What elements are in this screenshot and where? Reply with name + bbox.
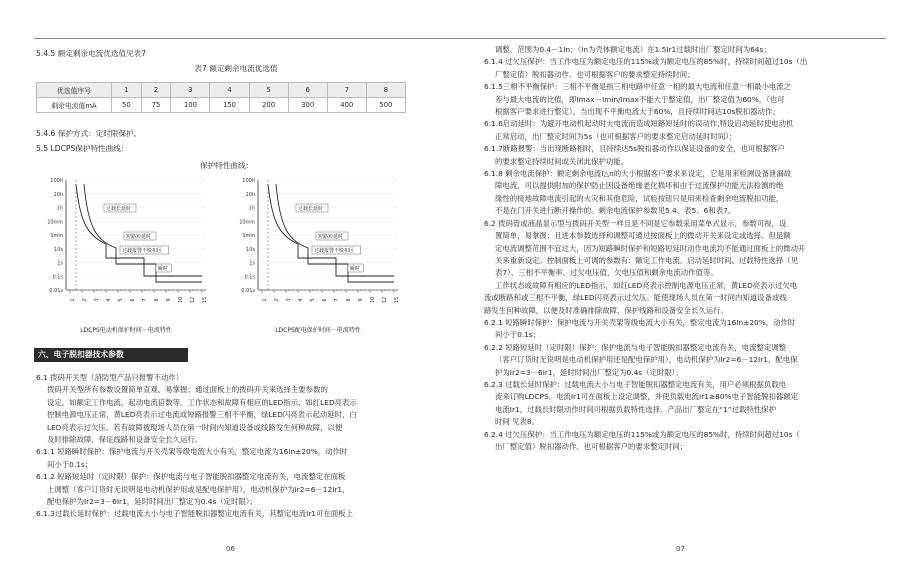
text-line: 流或断路和或三相不平衡，绿LED闪亮表示过欠压。能使现场人员在第一时间内知道设备或线 (484, 293, 787, 303)
para-612 (36, 471, 436, 508)
x-tick-label: 4 (298, 298, 304, 302)
y-tick-label: 10min (47, 219, 63, 226)
y-tick-label: 0.01s (241, 288, 255, 294)
text-line: 6.1.6启动延时：为避开电动机起动时大电流而造成短路短延时的误动作,特设启动延时使电动机 (484, 119, 794, 129)
text-line: 厂整定值）脱扣器动作。也可根据客户的要求整定持续时间； (495, 69, 695, 79)
y-tick-label: 0.01s (49, 288, 63, 294)
text-line: 上调整（客户订货时无说明是电动机保护用或是配电保护用），电动机保护为Ir2=6－12Ir1， (47, 484, 350, 494)
text-line: 配电保护为Ir2=3－6Ir1，延时时间出厂整定为0.4s（定时限）； (47, 497, 257, 507)
x-tick-label: 6 (130, 298, 136, 302)
text-line: 及时排除故障，保证线路和设备安全长久运行。 (47, 435, 203, 445)
y-tick-label: 10h (53, 191, 63, 198)
table-cell: 300 (288, 98, 327, 113)
x-tick-label: 2 (274, 298, 280, 302)
table-header-cell: 1 (112, 83, 142, 98)
table-header-cell: 优选值序号 (37, 83, 112, 98)
para-617 (484, 143, 880, 168)
table-header-cell: 3 (171, 83, 210, 98)
residual-current-table-wrap (36, 78, 406, 113)
table-header-cell: 2 (141, 83, 171, 98)
region-label: 瞬时 (158, 266, 169, 272)
y-tick-label: 10s (54, 246, 63, 253)
x-tick-label: 1 (70, 298, 76, 302)
right-body (484, 44, 880, 453)
page-number-left: 06 (226, 545, 235, 553)
para-624 (484, 429, 880, 454)
text-line: 间小于0.1s； (495, 330, 541, 340)
para-622 (484, 342, 880, 379)
x-tick-label: 7 (142, 298, 148, 302)
x-tick-label: 8 (154, 298, 160, 302)
table-cell: 剩余电流值mA (37, 98, 112, 113)
x-tick-label: 7 (334, 298, 340, 302)
para-623 (484, 379, 880, 429)
para-618 (484, 168, 880, 218)
x-tick-label: 15 (202, 296, 208, 304)
page-number-right: 07 (676, 545, 685, 553)
y-tick-label: 0.1s (52, 274, 63, 281)
table-cell: 200 (249, 98, 288, 113)
para-61-body (36, 384, 436, 446)
x-tick-label: 6 (322, 298, 328, 302)
x-tick-label: 1 (262, 298, 268, 302)
y-tick-label: 1min (242, 233, 255, 239)
text-line: 出厂整定值）脱扣器动作。也可根据客户的要求整定时间； (495, 442, 688, 451)
y-tick-label: 1h (248, 205, 255, 212)
table-cell: 50 (112, 98, 142, 113)
text-line: 6.2.2 短路短延时（定时限）保护：保护电流与电子智能脱扣器整定电流有关，电流整定调整 (484, 342, 787, 352)
y-tick-label: 1s (249, 260, 255, 267)
y-tick-label: 10min (239, 219, 255, 226)
para-62-status (484, 280, 880, 317)
text-line: 6.1.7断路报警：当出现断路相时，且持续达5s脱扣器动作以保证设备的安全，也可根据客户 (484, 144, 785, 154)
chart-caption: LDCPS电动机保护时间－电流特性 (80, 327, 172, 334)
text-line: 6.2.3 过载长延时保护：过载电流大小与电子智能脱扣器整定电流有关，用户必须根据负载电 (484, 379, 787, 389)
table-caption: 表7 额定剩余电流优选值 (194, 64, 278, 73)
text-line: 障电流，可以提供附加的保护防止因设备绝缘老化损坏和由于过流保护功能无法检测的绝 (495, 181, 784, 191)
table-header-cell: 5 (249, 83, 288, 98)
chart-caption: LDCPS配电保护时间－电流特性 (275, 327, 361, 334)
text-line: 定电流调整范围不宜过大，因为短路瞬时保护和短路短延时动作电流均不能通过面板上的微动开 (495, 243, 806, 253)
para-615 (484, 81, 880, 118)
region-label: 过载长延时 (298, 206, 324, 212)
table-cell: 400 (327, 98, 366, 113)
text-line: 6.2 拨码管或液晶显示型与拨码开关型一样且是不同是它参数采用菜单式显示，参数可视，设 (484, 218, 787, 228)
table-cell: 150 (210, 98, 249, 113)
para-62 (484, 218, 880, 280)
section-545-title: 5.4.5 额定剩余电流优选值见表7 (36, 49, 147, 58)
x-tick-label: 12 (382, 296, 388, 304)
para-614 (484, 56, 880, 81)
text-line: 差与最大电流的比值，即Imax－Imin/Imax不能大于整定值，出厂整定值为60%，（也可 (495, 94, 785, 104)
text-line: 缘性的接地故障电流引起的火灾和其他危险，试验按钮只是用来检查剩余电流脱扣功能， (495, 193, 784, 203)
left-body (36, 372, 436, 521)
x-tick-label: 3 (94, 298, 100, 302)
motor-protection-chart (36, 172, 216, 342)
text-line: （客户订货时无说明是电动机保护用还是配电保护用），电动机保护为Ir2=6－12Ir1，配电保 (495, 355, 798, 365)
text-line: 的要求整定持续时间或关闭此保护功能。 (495, 156, 629, 166)
para-611 (36, 446, 436, 471)
para-613-cont: 调整，范围为0.4－1In；（In为壳体额定电流）在1.5Ir1过载时出厂整定时间为64s； (495, 45, 771, 54)
text-line: 6.1.8 剩余电流保护：额定剩余电流I△n的大小根据客户要求来设定，它是用来检测设备泄漏故 (484, 169, 792, 179)
text-line: 6.1.5三相不平衡保护：三相不平衡是指三相电路中任意一相的最大电流和任意一相最小电流之 (484, 82, 792, 92)
text-line: 流来订购LDCPS。电流Ir1可在面板上设定调整，并使负载电流Ir1≥80%电子智能脱扣器额定 (495, 392, 799, 402)
x-tick-label: 10 (370, 296, 376, 304)
table-header-cell: 6 (288, 83, 327, 98)
distribution-protection-chart (228, 172, 408, 342)
table-cell: 100 (171, 98, 210, 113)
y-tick-label: 0.1s (244, 274, 255, 281)
text-line: 6.2.1 短路瞬时保护：保护电流与开关壳架等级电流大小有关，整定电流为16In±20%，动作时 (484, 317, 796, 327)
y-tick-label: 100h (50, 178, 63, 184)
region-label: 过载报警不脱扣区 (314, 248, 355, 254)
region-label: 过载长延时 (106, 206, 132, 212)
y-tick-label: 10h (245, 191, 255, 198)
region-label: 过载报警不脱扣区 (122, 248, 163, 254)
text-line: 6.1.4 过欠压保护：当工作电压为额定电压的115%或为额定电压的85%时，持续时间超过10s（出 (484, 57, 808, 67)
x-tick-label: 9 (358, 298, 364, 302)
section-546: 5.4.6 保护方式：定时限保护。 (36, 129, 142, 138)
x-tick-label: 9 (166, 298, 172, 302)
table-cell: 75 (141, 98, 171, 113)
region-label: 瞬时 (350, 266, 361, 272)
table-header-cell: 7 (327, 83, 366, 98)
section-55: 5.5 LDCPS保护特性曲线： (36, 144, 129, 153)
text-line: 6.2.4 过欠压保护：当工作电压为额定电压的115%或为额定电压的85%时，持续时间超过10s（ (484, 429, 800, 439)
y-tick-label: 1s (57, 260, 63, 267)
x-tick-label: 5 (310, 298, 316, 302)
text-line: 6.1.1 短路瞬时保护：保护电流与开关壳架等级电流大小有关，整定电流为16In±20%，动作时 (36, 447, 348, 457)
x-tick-label: 4 (106, 298, 112, 302)
y-tick-label: 100h (242, 178, 255, 184)
x-tick-label: 12 (190, 296, 196, 304)
trip-curve-lower (268, 184, 394, 276)
para-616 (484, 118, 880, 143)
region-label: 短路短延时 (126, 234, 152, 240)
table-header-cell: 8 (366, 83, 405, 98)
y-tick-label: 10s (246, 246, 255, 253)
text-line: 护为Ir2=3－6Ir1，延时时间出厂整定为0.4s（定时限）； (495, 367, 683, 377)
text-line: 根据客户要求进行整定）。当出现不平衡电流大于60%，且持续时间达10s脱扣器动作； (495, 107, 780, 117)
x-tick-label: 8 (346, 298, 352, 302)
text-line: 工作状态或故障有相应的LED指示，如红LED亮表示控制电源电压正常，黄LED亮表示过欠电 (495, 280, 798, 290)
section-6-banner: 六、电子脱扣器技术参数 (34, 348, 188, 362)
text-line: 控制电源电压正常，黄LED亮表示过电流或短路报警三相不平衡，绿LED闪亮表示起动延时，白 (47, 410, 357, 420)
text-line: 时间 见表8。 (495, 417, 540, 427)
x-tick-label: 10 (178, 296, 184, 304)
text-line: 6.1.2 短路短延时（定时限）保护：保护电流与电子智能脱扣器整定电流有关，电流整定在面板 (36, 472, 346, 482)
text-line: 正常启动，出厂整定时间为5s（也可根据客户的要求整定启动延时时间）； (495, 131, 737, 141)
text-line: 设定，如额定工作电流、起动电流倍数等。工作状态和故障有相应的LED指示，如红LED亮表示 (47, 397, 357, 407)
x-tick-label: 2 (82, 298, 88, 302)
para-613: 6.1.3过载长延时保护：过载电流大小与电子智能脱扣器整定电流有关，其整定电流Ir1可在面板上 (36, 509, 353, 519)
text-line: 不是在门开关进行断开操作的。剩余电流保护参数见5.4、表5、6和表7。 (495, 206, 736, 216)
x-tick-label: 5 (118, 298, 124, 302)
para-621 (484, 317, 880, 342)
text-line: 表7）、三相不平衡率、过欠电压值、欠电压值和剩余电流动作值等。 (495, 268, 718, 278)
x-tick-label: 15 (394, 296, 400, 304)
text-line: 关来重新设定。控制面板上可调的参数有：额定工作电流、启动延时时间、过载特性选择（见 (495, 255, 799, 265)
right-page (450, 0, 900, 561)
para-61-title: 6.1 拨码开关型（消防型产品只报警不动作） (36, 373, 184, 382)
table-cell: 500 (366, 98, 405, 113)
region-label: 短路短延时 (318, 234, 344, 240)
table-header-cell: 4 (210, 83, 249, 98)
chart-heading: 保护特性曲线： (200, 161, 254, 170)
text-line: LED亮表示过欠压。若有故障被现场人员在第一时间内知道设备或线路发生何种故障，以便 (47, 422, 343, 432)
text-line: 路发生何种故障，以便及时准确排除故障，保护线路和设备安全长久运行。 (484, 305, 728, 315)
trip-curve-lower (76, 184, 202, 276)
y-tick-label: 1h (56, 205, 63, 212)
text-line: 置简单，易掌握；且进本参数选择和调整可通过按面板上的微动开关来设定或选择。但是额 (495, 231, 791, 241)
text-line: 间小于0.1s； (47, 459, 93, 469)
text-line: 拨码开关型所有参数设置简单直观、易掌握；通过面板上的拨码开关来选择主要参数的 (47, 385, 328, 395)
residual-current-table (36, 82, 406, 113)
text-line: 电流Ir1，过载长时限动作时间可根据负载特性选择。产品出厂整定在“1”过载特性保护 (495, 404, 776, 414)
y-tick-label: 1min (50, 233, 63, 239)
x-tick-label: 3 (286, 298, 292, 302)
